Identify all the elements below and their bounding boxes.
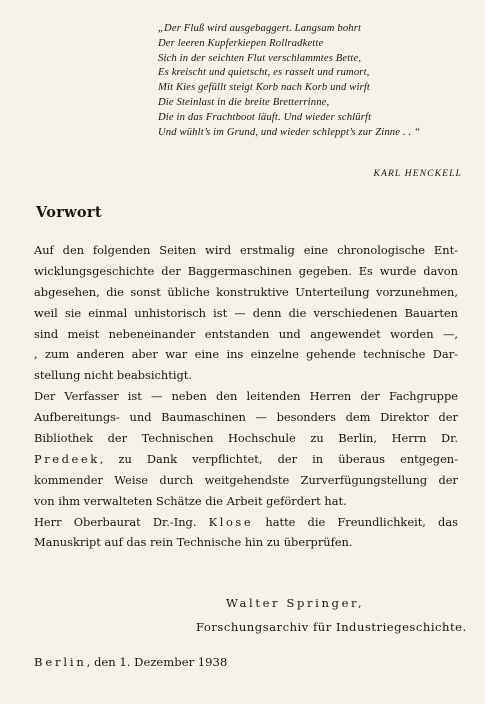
- poem-line: Die in das Frachtboot läuft. Und wieder schlürft: [158, 111, 372, 123]
- body-line: Manuskript auf das rein Technische hin zu überprüfen.: [34, 535, 353, 550]
- poem-line: Es kreischt und quietscht, es rasselt und rumort,: [158, 67, 370, 79]
- body-line-text: , zu Dank verpflichtet, der in überaus entgegen-: [99, 451, 458, 466]
- body-line: [34, 449, 458, 470]
- poem-author: KARL HENCKELL: [373, 168, 462, 179]
- poem-line: „Der Fluß wird ausgebaggert. Langsam bohrt: [158, 23, 362, 34]
- body-line: abgesehen, die sonst übliche konstruktive Unterteilung vorzunehmen,: [34, 284, 458, 299]
- epigraph-poem: [158, 22, 468, 140]
- signature-name: Walter Springer,: [226, 596, 365, 610]
- body-line: [34, 512, 458, 533]
- poem-line: Sich in der seichten Flut verschlammtes Bette,: [158, 52, 362, 64]
- body-line: kommender Weise durch weitgehendste Zurverfügungstellung der: [34, 472, 458, 487]
- poem-line: Der leeren Kupferkiepen Rollradkette: [158, 37, 324, 49]
- body-line-text: hatte die Freundlichkeit, das: [253, 514, 458, 529]
- body-line: sind meist nebeneinander entstanden und angewendet worden —,: [34, 326, 458, 341]
- body-line: stellung nicht beabsichtigt.: [34, 368, 192, 383]
- dateline-place: Berlin: [34, 655, 87, 669]
- body-line: , zum anderen aber war eine ins einzelne gehende technische Dar-: [34, 347, 458, 362]
- dateline: [34, 655, 227, 669]
- body-line: Der Verfasser ist — neben den leitenden Herren der Fachgruppe: [34, 389, 458, 404]
- dateline-date: , den 1. Dezember 1938: [86, 655, 228, 669]
- body-line: weil sie einmal unhistorisch ist — denn die verschiedenen Bauarten: [34, 305, 458, 320]
- body-line: von ihm verwalteten Schätze die Arbeit gefördert hat.: [34, 493, 347, 508]
- signature-affiliation: Forschungsarchiv für Industriegeschichte.: [196, 620, 467, 634]
- body-line: Auf den folgenden Seiten wird erstmalig eine chronologische Ent-: [34, 243, 458, 257]
- emphasized-name: Predeek: [34, 451, 100, 466]
- poem-line: Und wühlt’s im Grund, und wieder schleppt’s zur Zinne . . “: [158, 126, 421, 138]
- section-heading: Vorwort: [36, 204, 102, 221]
- body-line: Bibliothek der Technischen Hochschule zu Berlin, Herrn Dr.: [34, 431, 458, 446]
- poem-line: Mit Kies gefüllt steigt Korb nach Korb und wirft: [158, 82, 371, 94]
- foreword-body: [34, 240, 458, 553]
- body-line-text: Herr Oberbaurat Dr.-Ing.: [34, 514, 209, 529]
- poem-line: Die Steinlast in die breite Bretterrinne,: [158, 96, 330, 108]
- body-line: wicklungsgeschichte der Baggermaschinen gegeben. Es wurde davon: [34, 263, 458, 278]
- body-line: Aufbereitungs- und Baumaschinen — besonders dem Direktor der: [34, 410, 458, 425]
- emphasized-name: Klose: [208, 514, 254, 529]
